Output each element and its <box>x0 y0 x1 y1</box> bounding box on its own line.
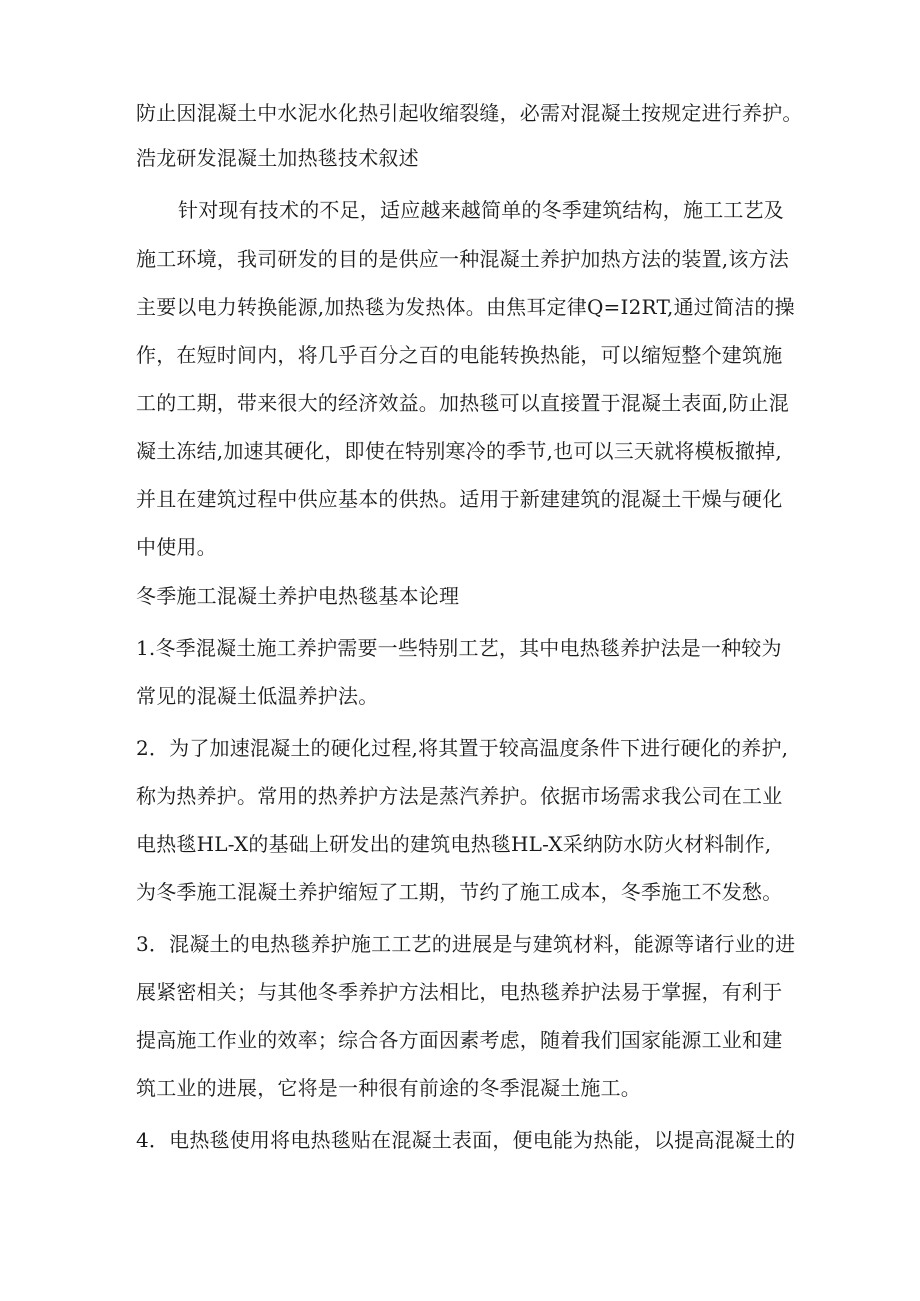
text-line: 施工环境，我司研发的目的是供应一种混凝土养护加热方法的装置,该方法 <box>136 247 789 271</box>
text-line: 并且在建筑过程中供应基本的供热。适用于新建建筑的混凝土干燥与硬化 <box>136 487 783 511</box>
text-line: 3．混凝土的电热毯养护施工工艺的进展是与建筑材料，能源等诸行业的进 <box>136 932 796 956</box>
text-line: 针对现有技术的不足，适应越来越简单的冬季建筑结构，施工工艺及 <box>178 198 784 222</box>
text-line: 提高施工作业的效率；综合各方面因素考虑，随着我们国家能源工业和建 <box>136 1028 783 1052</box>
text-line: 展紧密相关；与其他冬季养护方法相比，电热毯养护法易于掌握，有利于 <box>136 980 783 1004</box>
text-line: 主要以电力转换能源,加热毯为发热体。由焦耳定律Q=I2RT,通过简洁的操 <box>136 295 795 319</box>
text-line: 4．电热毯使用将电热毯贴在混凝土表面，便电能为热能，以提高混凝土的 <box>136 1128 796 1152</box>
text-line: 1.冬季混凝土施工养护需要一些特别工艺，其中电热毯养护法是一种较为 <box>136 636 782 660</box>
text-line: 凝土冻结,加速其硬化，即使在特别寒冷的季节,也可以三天就将模板撤掉, <box>136 439 782 463</box>
text-line: 作，在短时间内，将几乎百分之百的电能转换热能，可以缩短整个建筑施 <box>136 343 783 367</box>
text-line: 筑工业的进展，它将是一种很有前途的冬季混凝土施工。 <box>136 1076 641 1100</box>
text-line: 电热毯HL-X的基础上研发出的建筑电热毯HL-X采纳防水防火材料制作, <box>136 832 772 856</box>
text-line: 常见的混凝土低温养护法。 <box>136 684 379 708</box>
section-heading: 浩龙研发混凝土加热毯技术叙述 <box>136 146 419 170</box>
text-line: 中使用。 <box>136 535 217 559</box>
text-line: 工的工期，带来很大的经济效益。加热毯可以直接置于混凝土表面,防止混 <box>136 391 789 415</box>
text-line: 称为热养护。常用的热养护方法是蒸汽养护。依据市场需求我公司在工业 <box>136 784 783 808</box>
text-line: 为冬季施工混凝土养护缩短了工期，节约了施工成本，冬季施工不发愁。 <box>136 880 783 904</box>
text-line: 2．为了加速混凝土的硬化过程,将其置于较高温度条件下进行硬化的养护, <box>136 736 789 760</box>
text-line: 防止因混凝土中水泥水化热引起收缩裂缝，必需对混凝土按规定进行养护。 <box>136 101 803 125</box>
section-heading: 冬季施工混凝土养护电热毯基本论理 <box>136 584 460 608</box>
